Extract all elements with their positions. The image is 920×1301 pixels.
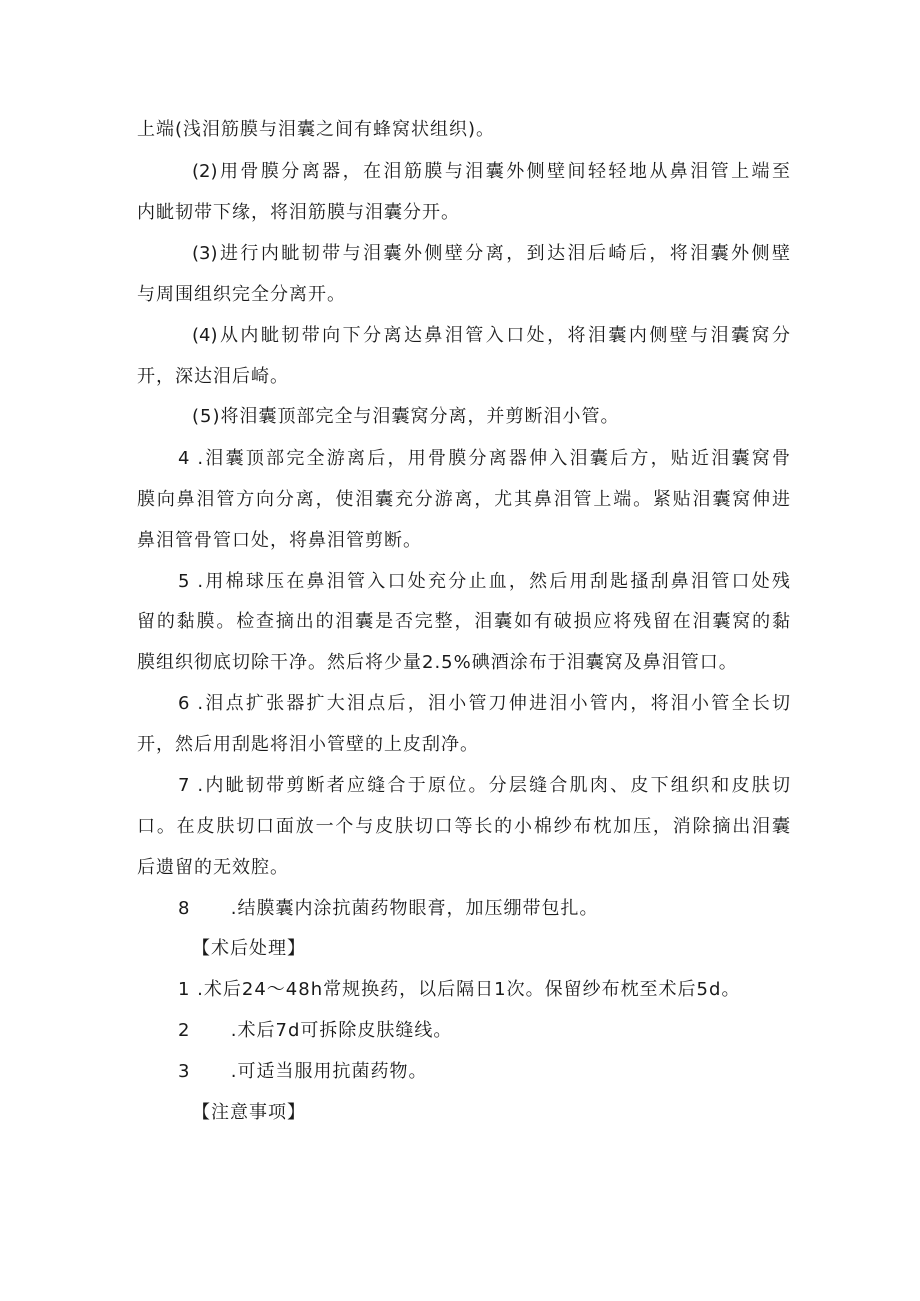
item-5-line-1: 5 .用棉球压在鼻泪管入口处充分止血，然后用刮匙搔刮鼻泪管口处残 (178, 571, 790, 592)
section-heading-notes: 【注意事项】 (192, 1102, 306, 1123)
item-8-line-1: 8 .结膜囊内涂抗菌药物眼膏，加压绷带包扎。 (178, 898, 599, 919)
item-4-line-3: 鼻泪管骨管口处，将鼻泪管剪断。 (137, 530, 422, 551)
postop-item-1: 1 .术后24～48h常规换药，以后隔日1次。保留纱布枕至术后5d。 (178, 979, 741, 1000)
item-7-line-1: 7 .内眦韧带剪断者应缝合于原位。分层缝合肌肉、皮下组织和皮肤切 (178, 775, 790, 796)
step-3-line-1: (3)进行内眦韧带与泪囊外侧壁分离，到达泪后崎后，将泪囊外侧壁 (192, 243, 790, 264)
section-heading-postop: 【术后处理】 (192, 938, 306, 959)
step-4-line-2: 开，深达泪后崎。 (137, 366, 289, 387)
step-2-line-1: (2)用骨膜分离器，在泪筋膜与泪囊外侧壁间轻轻地从鼻泪管上端至 (192, 161, 790, 182)
item-6-line-1: 6 .泪点扩张器扩大泪点后，泪小管刀伸进泪小管内，将泪小管全长切 (178, 693, 790, 714)
step-2-line-2: 内眦韧带下缘，将泪筋膜与泪囊分开。 (137, 202, 460, 223)
text-line-continuation: 上端(浅泪筋膜与泪囊之间有蜂窝状组织)。 (137, 119, 496, 140)
item-7-line-3: 后遗留的无效腔。 (137, 857, 289, 878)
step-4-line-1: (4)从内眦韧带向下分离达鼻泪管入口处，将泪囊内侧壁与泪囊窝分 (192, 325, 790, 346)
item-5-line-2: 留的黏膜。检查摘出的泪囊是否完整，泪囊如有破损应将残留在泪囊窝的黏 (137, 611, 790, 632)
item-4-line-1: 4 .泪囊顶部完全游离后，用骨膜分离器伸入泪囊后方，贴近泪囊窝骨 (178, 448, 790, 469)
postop-item-2: 2 .术后7d可拆除皮肤缝线。 (178, 1020, 453, 1041)
item-6-line-2: 开，然后用刮匙将泪小管壁的上皮刮净。 (137, 734, 479, 755)
postop-item-3: 3 .可适当服用抗菌药物。 (178, 1061, 428, 1082)
item-7-line-2: 口。在皮肤切口面放一个与皮肤切口等长的小棉纱布枕加压，消除摘出泪囊 (137, 816, 790, 837)
item-4-line-2: 膜向鼻泪管方向分离，使泪囊充分游离，尤其鼻泪管上端。紧贴泪囊窝伸进 (137, 489, 790, 510)
step-3-line-2: 与周围组织完全分离开。 (137, 284, 346, 305)
item-5-line-3: 膜组织彻底切除干净。然后将少量2.5%碘酒涂布于泪囊窝及鼻泪管口。 (137, 652, 738, 673)
step-5-line-1: (5)将泪囊顶部完全与泪囊窝分离，并剪断泪小管。 (192, 406, 620, 427)
